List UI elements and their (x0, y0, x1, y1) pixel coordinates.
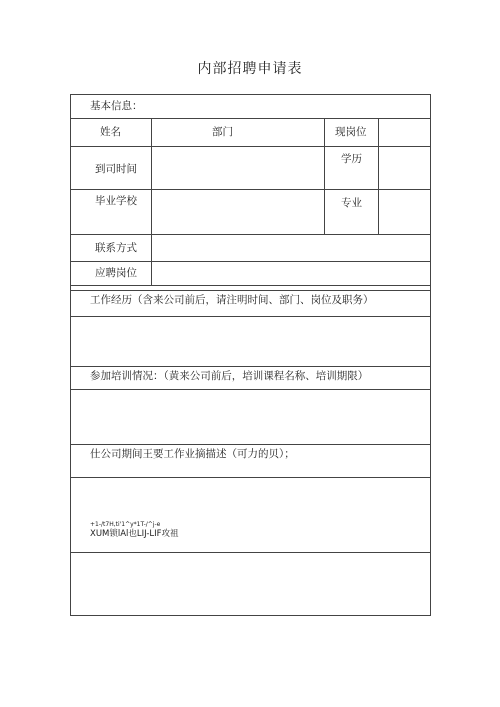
garbled-text-line: XUM锁lAl也LIJ-LIF攻祖 (90, 529, 179, 539)
name-label: 姓名 (100, 126, 121, 138)
row-divider (70, 146, 431, 147)
graduate-school-label: 毕业学校 (95, 195, 137, 207)
basic-info-label: 基本信息： (90, 100, 143, 112)
row-divider (70, 444, 431, 445)
row-divider (70, 477, 431, 478)
department-label: 部门 (212, 126, 233, 138)
major-label: 专业 (341, 197, 362, 209)
row-divider (70, 552, 431, 553)
column-divider (151, 118, 152, 286)
work-experience-heading: 工作经历（含来公司前后，请注明时间、部门、岗位及职务） (90, 294, 374, 306)
row-divider (70, 285, 431, 286)
training-heading: 参加培训情况：（黄来公司前后，培训课程名称、培训期限） (90, 370, 369, 382)
row-divider (70, 316, 431, 317)
row-divider (70, 261, 431, 262)
column-divider (324, 118, 325, 235)
row-divider (70, 366, 431, 367)
row-divider (70, 118, 431, 119)
table-border-left (70, 94, 71, 616)
table-border-right (430, 94, 431, 616)
row-divider (70, 290, 431, 291)
contact-label: 联系方式 (95, 242, 137, 254)
row-divider (70, 189, 431, 190)
row-divider (70, 234, 431, 235)
performance-heading: 仕公司期间王要工作业摘描述（可力的贝）； (90, 448, 295, 460)
join-date-label: 到司时间 (95, 163, 137, 175)
table-border-bottom (70, 615, 431, 616)
applied-post-label: 应聘岗位 (95, 267, 137, 279)
education-label: 学历 (341, 153, 362, 165)
form-title: 内部招聘申请表 (197, 61, 303, 77)
table-border-top (70, 94, 431, 95)
garbled-text-line: +1-/t7H,ti'1^y*1T-/^j-e (90, 521, 161, 528)
row-divider (70, 389, 431, 390)
current-post-label: 现岗位 (335, 126, 367, 138)
column-divider (378, 118, 379, 235)
